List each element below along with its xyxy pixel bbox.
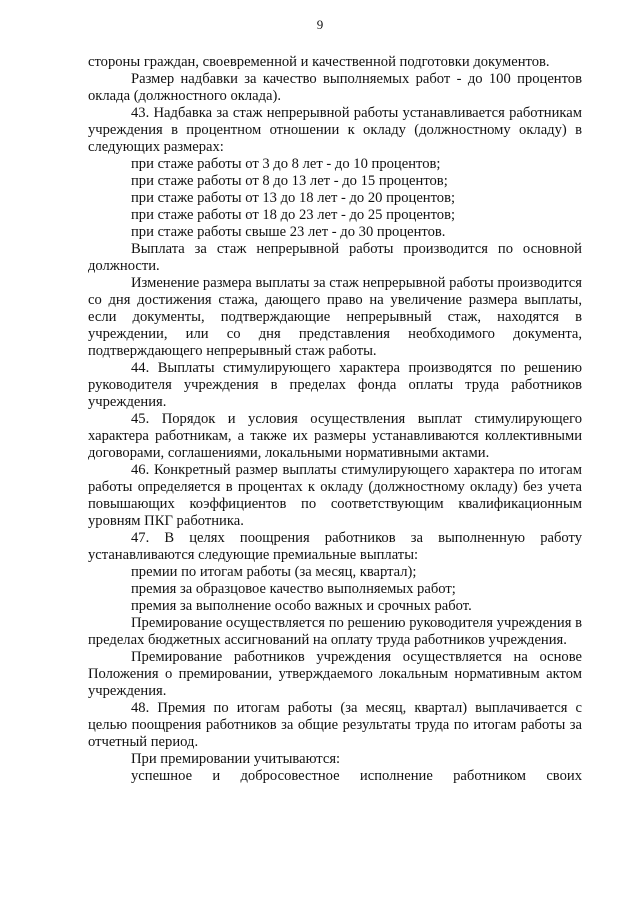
paragraph-seniority-change: Изменение размера выплаты за стаж непрерывной работы производится со дня достижения стажа, дающего право на увеличение размера выплаты, если документы, подтверждающие непрерывный стаж, находятся в учреждении, или со дня представления необходимого документа, подтверждающего непрерывный стаж работы.: [88, 275, 582, 359]
paragraph-47-bonus-payments: 47. В целях поощрения работников за выполненную работу устанавливаются следующие премиальные выплаты:: [88, 530, 582, 563]
paragraph-quality-bonus-size: Размер надбавки за качество выполняемых работ - до 100 процентов оклада (должностного оклада).: [88, 71, 582, 104]
paragraph-43-seniority-bonus: 43. Надбавка за стаж непрерывной работы устанавливается работникам учреждения в процентном отношении к окладу (должностному окладу) в следующих размерах:: [88, 105, 582, 155]
seniority-list-item: при стаже работы от 8 до 13 лет - до 15 процентов;: [131, 173, 448, 189]
paragraph-44-incentive-payments: 44. Выплаты стимулирующего характера производятся по решению руководителя учреждения в пределах фонда оплаты труда работников учреждения.: [88, 360, 582, 410]
paragraph-bonus-decision: Премирование осуществляется по решению руководителя учреждения в пределах бюджетных ассигнований на оплату труда работников учреждения.: [88, 615, 582, 648]
paragraph-bonus-criteria-first-item: успешное и добросовестное исполнение работником своих: [131, 768, 582, 784]
paragraph-46-specific-amount: 46. Конкретный размер выплаты стимулирующего характера по итогам работы определяется в процентах к окладу (должностному окладу) без учета повышающих коэффициентов по соответствующим квалификационным уровням ПКГ работника.: [88, 462, 582, 529]
paragraph-seniority-main-position: Выплата за стаж непрерывной работы производится по основной должности.: [88, 241, 582, 274]
paragraph-continuation: стороны граждан, своевременной и качественной подготовки документов.: [88, 54, 550, 70]
page-number: 9: [316, 17, 324, 32]
bonus-list-item: премия за образцовое качество выполняемых работ;: [131, 581, 456, 597]
bonus-list: [88, 564, 582, 615]
seniority-list-item: при стаже работы свыше 23 лет - до 30 процентов.: [131, 224, 446, 240]
bonus-list-item: премия за выполнение особо важных и срочных работ.: [131, 598, 472, 614]
paragraph-45-procedure: 45. Порядок и условия осуществления выплат стимулирующего характера работникам, а также их размеры устанавливаются коллективными договорами, соглашениями, локальными нормативными актами.: [88, 411, 582, 461]
document-body: [88, 54, 582, 785]
bonus-list-item: премии по итогам работы (за месяц, квартал);: [131, 564, 417, 580]
seniority-list-item: при стаже работы от 13 до 18 лет - до 20 процентов;: [131, 190, 456, 206]
seniority-list-item: при стаже работы от 18 до 23 лет - до 25 процентов;: [131, 207, 456, 223]
paragraph-bonus-regulation: Премирование работников учреждения осуществляется на основе Положения о премировании, утверждаемого локальным нормативным актом учреждения.: [88, 649, 582, 699]
paragraph-48-period-bonus: 48. Премия по итогам работы (за месяц, квартал) выплачивается с целью поощрения работников за общие результаты труда по итогам работы за отчетный период.: [88, 700, 582, 750]
paragraph-bonus-criteria-intro: При премировании учитываются:: [131, 751, 341, 767]
seniority-list-item: при стаже работы от 3 до 8 лет - до 10 процентов;: [131, 156, 441, 172]
seniority-list: [88, 156, 582, 241]
